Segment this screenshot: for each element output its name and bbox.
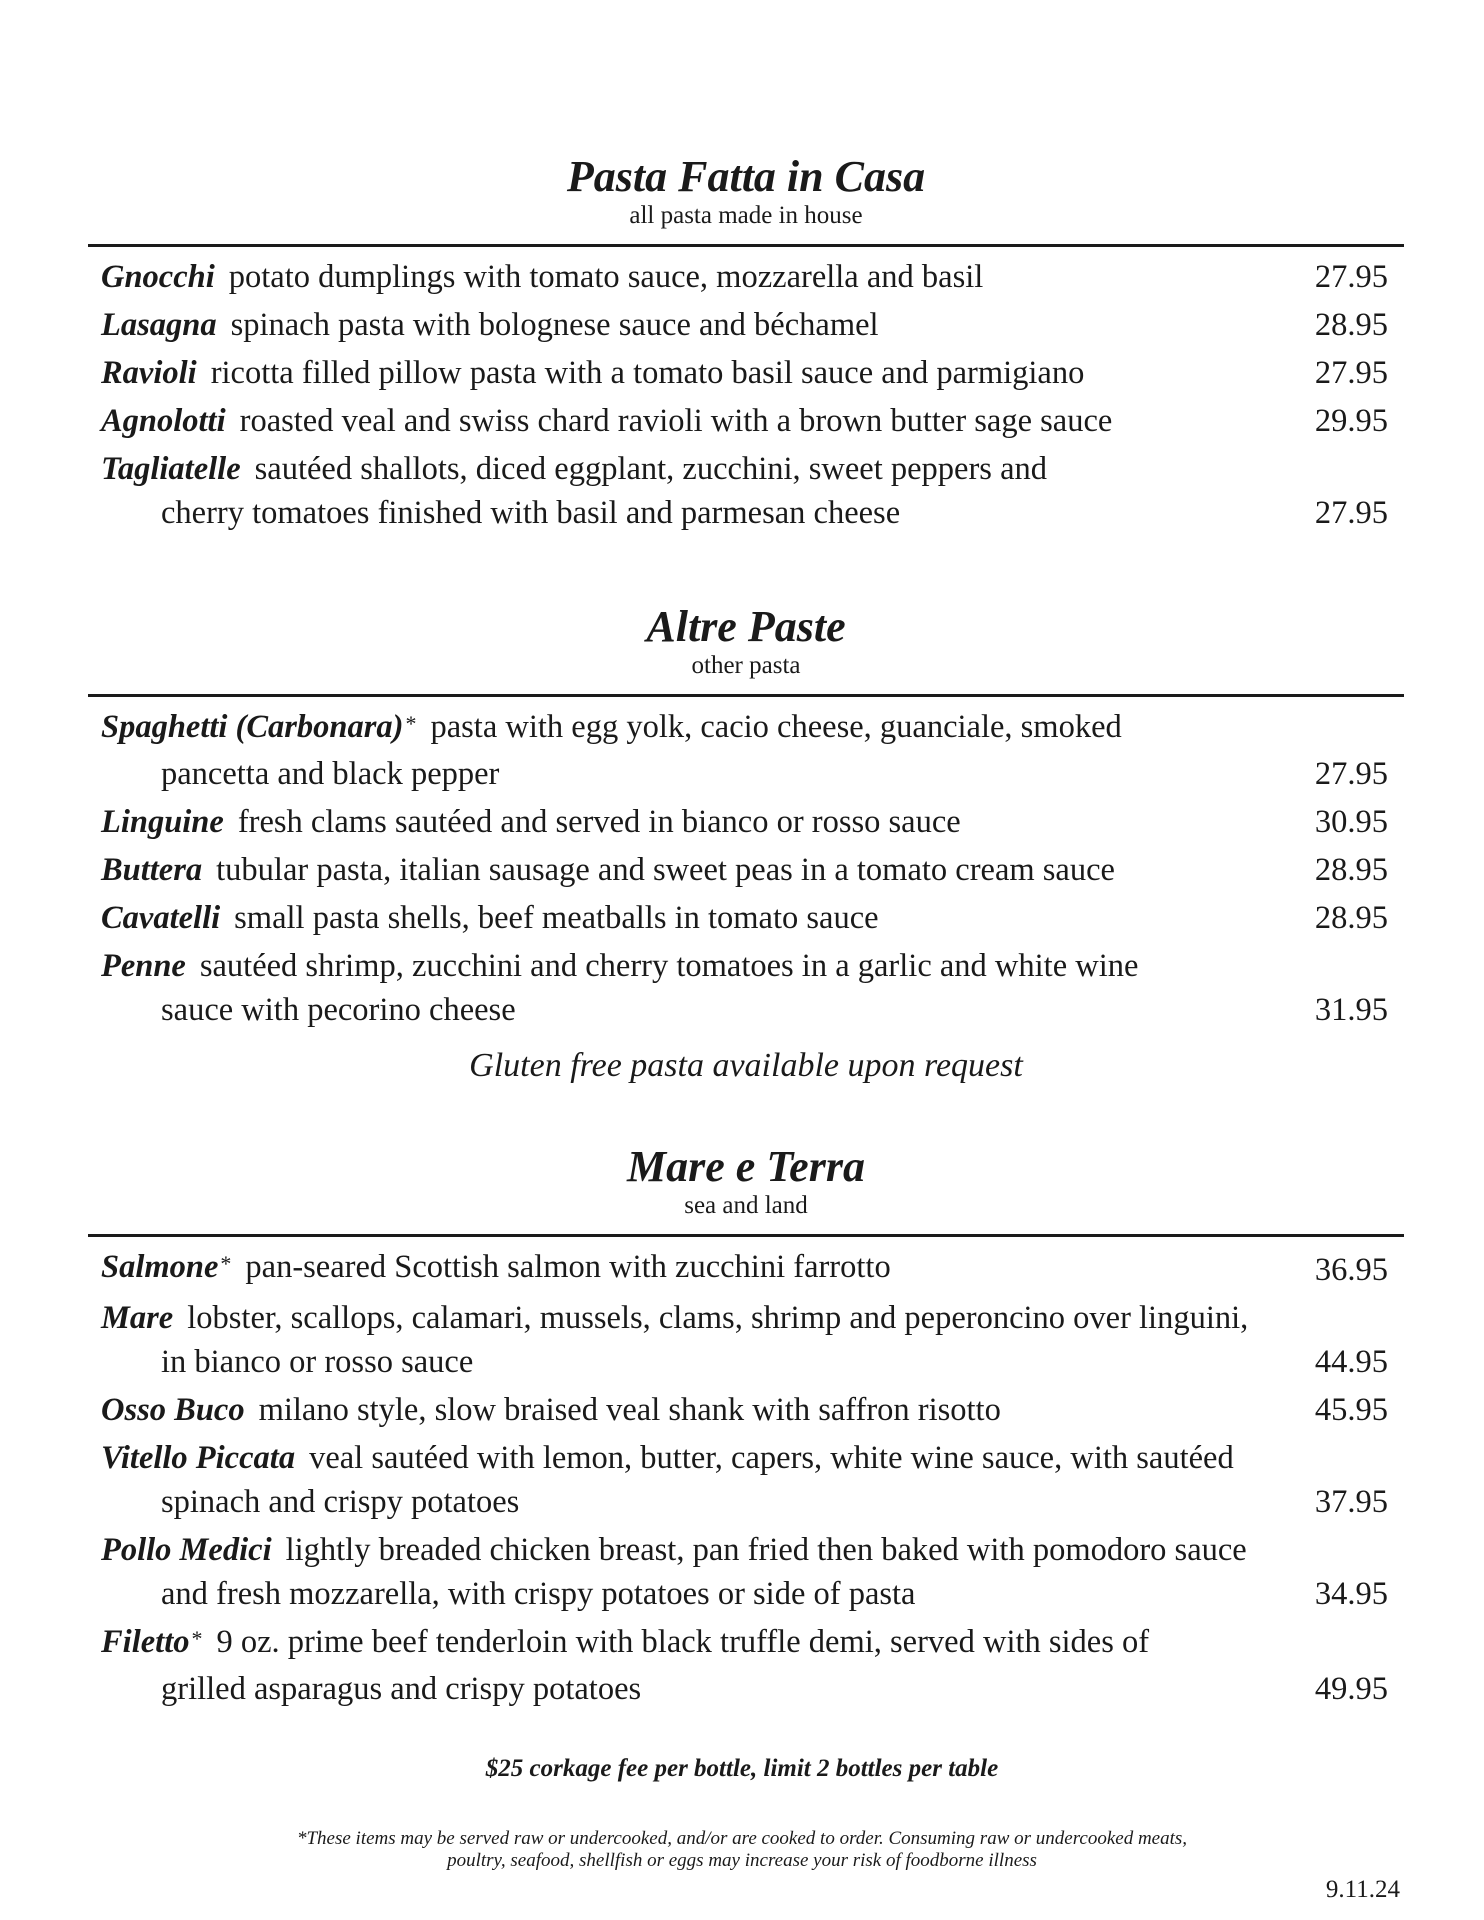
menu-item-name-text: Osso Buco — [101, 1392, 245, 1428]
menu-item — [88, 800, 1404, 844]
menu-item-price: 36.95 — [1314, 1252, 1388, 1288]
section-divider — [88, 694, 1404, 697]
menu-item-description: pasta with egg yolk, cacio cheese, guanciale, smoked — [430, 709, 1122, 745]
section-title: Altre Paste — [646, 602, 846, 651]
menu-item-description: lobster, scallops, calamari, mussels, clams, shrimp and peperoncino over linguini, — [187, 1300, 1249, 1336]
menu-item-description: tubular pasta, italian sausage and sweet peas in a tomato cream sauce — [216, 852, 1115, 888]
menu-item-name-text: Ravioli — [101, 355, 197, 391]
menu-item-description: pan-seared Scottish salmon with zucchini farrotto — [245, 1249, 891, 1285]
section-subtitle: all pasta made in house — [629, 202, 863, 229]
menu-item — [88, 447, 1404, 535]
menu-item-line — [101, 944, 1294, 988]
section-pasta-fatta-in-casa — [88, 152, 1404, 535]
menu-item-price: 31.95 — [1314, 992, 1388, 1028]
menu-item-description: sautéed shrimp, zucchini and cherry tomatoes in a garlic and white wine — [199, 948, 1139, 984]
menu-item-name — [101, 1300, 173, 1336]
menu-item-line — [101, 303, 1294, 347]
menu-item-description-continued: grilled asparagus and crispy potatoes — [161, 1671, 642, 1707]
menu-item-name — [101, 900, 220, 936]
section-mare-e-terra — [88, 1142, 1404, 1711]
menu-item-price: 28.95 — [1314, 900, 1388, 936]
menu-item-price: 45.95 — [1314, 1392, 1388, 1428]
menu-item-description: milano style, slow braised veal shank with saffron risotto — [258, 1392, 1001, 1428]
menu-item — [88, 1528, 1404, 1616]
menu-item-description: roasted veal and swiss chard ravioli with a brown butter sage sauce — [239, 403, 1113, 439]
menu-item-price: 27.95 — [1314, 355, 1388, 391]
menu-item-description: lightly breaded chicken breast, pan fried then baked with pomodoro sauce — [285, 1532, 1247, 1568]
menu-item-line — [101, 399, 1294, 443]
menu-item-line — [101, 1436, 1294, 1480]
menu-item-line — [101, 705, 1294, 752]
menu-item-description-continued: cherry tomatoes finished with basil and parmesan cheese — [161, 495, 901, 531]
menu-item-name — [101, 852, 202, 888]
menu-item-list — [88, 1245, 1404, 1711]
menu-item-name-text: Filetto — [101, 1624, 190, 1660]
menu-item — [88, 1436, 1404, 1524]
menu-item-name — [101, 1532, 272, 1568]
menu-item-name — [101, 1249, 231, 1285]
menu-item-name-text: Mare — [101, 1300, 174, 1336]
menu-item — [88, 351, 1404, 395]
menu-item-name — [101, 355, 197, 391]
menu-item — [88, 1296, 1404, 1384]
menu-item-name-text: Spaghetti (Carbonara) — [101, 709, 404, 745]
menu-item — [88, 1388, 1404, 1432]
section-subtitle: sea and land — [684, 1192, 808, 1219]
menu-item — [88, 848, 1404, 892]
section-title: Mare e Terra — [627, 1142, 865, 1191]
menu-item-line — [101, 1245, 1294, 1292]
menu-item-description-continued: sauce with pecorino cheese — [161, 992, 516, 1028]
section-divider — [88, 1234, 1404, 1237]
menu-item-name — [101, 1624, 202, 1660]
menu-item-price: 27.95 — [1314, 259, 1388, 295]
menu-item-description: potato dumplings with tomato sauce, mozzarella and basil — [228, 259, 984, 295]
section-altre-paste — [88, 602, 1404, 1088]
menu-item-name-text: Cavatelli — [101, 900, 221, 936]
disclaimer-line: poultry, seafood, shellfish or eggs may increase your risk of foodborne illness — [447, 1850, 1037, 1871]
menu-item-line — [101, 800, 1294, 844]
menu-item-description: sautéed shallots, diced eggplant, zucchini, sweet peppers and — [254, 451, 1048, 487]
menu-item-name-text: Penne — [101, 948, 186, 984]
menu-item-description-continued: in bianco or rosso sauce — [161, 1344, 474, 1380]
menu-item-line — [101, 1296, 1294, 1340]
menu-item — [88, 303, 1404, 347]
menu-item-price: 28.95 — [1314, 852, 1388, 888]
menu-item-name — [101, 1392, 245, 1428]
menu-item-description: fresh clams sautéed and served in bianco or rosso sauce — [237, 804, 961, 840]
menu-item-price: 30.95 — [1314, 804, 1388, 840]
menu-item-name — [101, 451, 241, 487]
menu-item-description: small pasta shells, beef meatballs in tomato sauce — [234, 900, 879, 936]
menu-item-price: 44.95 — [1314, 1344, 1388, 1380]
menu-item — [88, 896, 1404, 940]
disclaimer-line: *These items may be served raw or undercooked, and/or are cooked to order. Consuming raw or undercooked meats, — [296, 1828, 1188, 1849]
menu-item-line — [101, 1388, 1294, 1432]
menu-item-name-text: Tagliatelle — [101, 451, 241, 487]
menu-item-line — [101, 447, 1294, 491]
menu-item-name-text: Gnocchi — [101, 259, 215, 295]
menu-item-name — [101, 948, 186, 984]
menu-item — [88, 944, 1404, 1032]
menu-item-line — [101, 1620, 1294, 1667]
menu-item-line — [101, 1528, 1294, 1572]
raw-warning-asterisk: * — [191, 1626, 203, 1651]
menu-item-name-text: Pollo Medici — [101, 1532, 272, 1568]
menu-item — [88, 1620, 1404, 1711]
raw-food-disclaimer — [200, 1828, 1284, 1872]
section-subtitle: other pasta — [691, 652, 801, 679]
menu-item-description-continued: pancetta and black pepper — [161, 756, 500, 792]
menu-item-list — [88, 705, 1404, 1032]
menu-item-price: 29.95 — [1314, 403, 1388, 439]
menu-item-name — [101, 259, 215, 295]
menu-item-name — [101, 403, 226, 439]
menu-item-price: 28.95 — [1314, 307, 1388, 343]
menu-item-name-text: Vitello Piccata — [101, 1440, 296, 1476]
gluten-free-note: Gluten free pasta available upon request — [469, 1047, 1023, 1084]
menu-item-description: ricotta filled pillow pasta with a tomato basil sauce and parmigiano — [210, 355, 1085, 391]
menu-item-line — [101, 848, 1294, 892]
menu-item-name — [101, 307, 217, 343]
menu-item-description-continued: spinach and crispy potatoes — [161, 1484, 520, 1520]
raw-warning-asterisk: * — [405, 711, 417, 736]
menu-item-price: 34.95 — [1314, 1576, 1388, 1612]
menu-item-name-text: Salmone — [101, 1249, 219, 1285]
menu-item-price: 37.95 — [1314, 1484, 1388, 1520]
menu-item-description: spinach pasta with bolognese sauce and béchamel — [230, 307, 879, 343]
menu-item-name-text: Buttera — [101, 852, 203, 888]
menu-item-description-continued: and fresh mozzarella, with crispy potatoes or side of pasta — [161, 1576, 916, 1612]
menu-item-price: 27.95 — [1314, 495, 1388, 531]
menu-item — [88, 399, 1404, 443]
menu-item-description: 9 oz. prime beef tenderloin with black truffle demi, served with sides of — [216, 1624, 1150, 1660]
corkage-fee-note: $25 corkage fee per bottle, limit 2 bottles per table — [485, 1755, 999, 1782]
menu-item-line — [101, 255, 1294, 299]
raw-warning-asterisk: * — [220, 1251, 232, 1276]
menu-item-description: veal sautéed with lemon, butter, capers, white wine sauce, with sautéed — [309, 1440, 1234, 1476]
section-title: Pasta Fatta in Casa — [566, 152, 926, 201]
menu-item-price: 27.95 — [1314, 756, 1388, 792]
menu-item-name — [101, 709, 416, 745]
menu-item — [88, 705, 1404, 796]
menu-item-name — [101, 804, 224, 840]
menu-item-name — [101, 1440, 295, 1476]
menu-item-line — [101, 896, 1294, 940]
menu-item-list — [88, 255, 1404, 535]
menu-item-price: 49.95 — [1314, 1671, 1388, 1707]
menu-item-name-text: Agnolotti — [101, 403, 226, 439]
menu-item-name-text: Lasagna — [101, 307, 217, 343]
section-divider — [88, 244, 1404, 247]
menu-item — [88, 1245, 1404, 1292]
menu-item-name-text: Linguine — [101, 804, 224, 840]
menu-date: 9.11.24 — [1325, 1876, 1400, 1903]
menu-item-line — [101, 351, 1294, 395]
menu-item — [88, 255, 1404, 299]
